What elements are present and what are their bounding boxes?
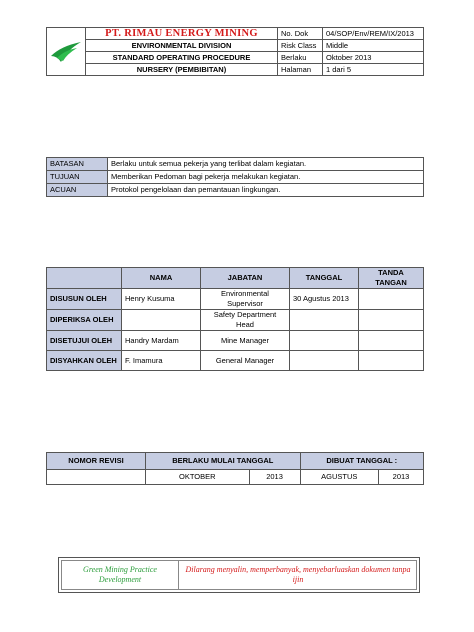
company-logo-cell: [47, 28, 86, 76]
berlaku-mulai-header: BERLAKU MULAI TANGGAL: [146, 453, 301, 470]
revision-table: [46, 452, 424, 485]
scope-table: [46, 157, 424, 197]
footer-inner-frame: [61, 560, 417, 590]
risk-class-label: Risk Class: [278, 40, 323, 52]
disetujui-nama: Handry Mardam: [122, 331, 201, 351]
disyahkan-jabatan: General Manager: [201, 351, 290, 371]
nomor-revisi-value: [47, 470, 146, 485]
table-row: [47, 470, 424, 485]
table-row: [47, 289, 424, 310]
diperiksa-jabatan: Safety Department Head: [201, 310, 290, 331]
disyahkan-label: DISYAHKAN OLEH: [47, 351, 122, 371]
company-name: PT. RIMAU ENERGY MINING: [86, 28, 278, 40]
table-row: [47, 310, 424, 331]
scope-row: [47, 184, 424, 197]
risk-class-value: Middle: [323, 40, 424, 52]
revision-header-row: [47, 453, 424, 470]
disusun-tanggal: 30 Agustus 2013: [290, 289, 359, 310]
acuan-text: Protokol pengelolaan dan pemantauan lingkungan.: [108, 184, 424, 197]
approval-header-blank: [47, 268, 122, 289]
disyahkan-tanggal: [290, 351, 359, 371]
nursery-title: NURSERY (PEMBIBITAN): [86, 64, 278, 76]
berlaku-year: 2013: [249, 470, 300, 485]
doc-number-label: No. Dok: [278, 28, 323, 40]
disetujui-jabatan: Mine Manager: [201, 331, 290, 351]
footer-copy-notice: Dilarang menyalin, memperbanyak, menyebarluaskan dokumen tanpa ijin: [185, 565, 411, 584]
document-footer: [58, 557, 420, 593]
doc-number-value: 04/SOP/Env/REM/IX/2013: [323, 28, 424, 40]
col-jabatan: JABATAN: [201, 268, 290, 289]
col-tanda-tangan: TANDA TANGAN: [359, 268, 424, 289]
diperiksa-tanggal: [290, 310, 359, 331]
col-tanggal: TANGGAL: [290, 268, 359, 289]
disetujui-tanda-tangan: [359, 331, 424, 351]
dibuat-year: 2013: [379, 470, 424, 485]
batasan-text: Berlaku untuk semua pekerja yang terlibat dalam kegiatan.: [108, 158, 424, 171]
disyahkan-nama: F. Imamura: [122, 351, 201, 371]
disyahkan-tanda-tangan: [359, 351, 424, 371]
disetujui-tanggal: [290, 331, 359, 351]
dibuat-tanggal-header: DIBUAT TANGGAL :: [300, 453, 423, 470]
disetujui-label: DISETUJUI OLEH: [47, 331, 122, 351]
scope-row: [47, 158, 424, 171]
disusun-nama: Henry Kusuma: [122, 289, 201, 310]
berlaku-label: Berlaku: [278, 52, 323, 64]
berlaku-month: OKTOBER: [146, 470, 250, 485]
disusun-label: DISUSUN OLEH: [47, 289, 122, 310]
footer-program-name: Green Mining Practice Development: [62, 561, 179, 589]
diperiksa-label: DIPERIKSA OLEH: [47, 310, 122, 331]
nomor-revisi-header: NOMOR REVISI: [47, 453, 146, 470]
document-header-table: [46, 27, 424, 76]
approval-header-row: [47, 268, 424, 289]
division-title: ENVIRONMENTAL DIVISION: [86, 40, 278, 52]
table-row: [47, 351, 424, 371]
batasan-label: BATASAN: [47, 158, 108, 171]
diperiksa-nama: [122, 310, 201, 331]
diperiksa-tanda-tangan: [359, 310, 424, 331]
approval-table: [46, 267, 424, 371]
tujuan-label: TUJUAN: [47, 171, 108, 184]
col-nama: NAMA: [122, 268, 201, 289]
dibuat-month: AGUSTUS: [300, 470, 378, 485]
scope-row: [47, 171, 424, 184]
halaman-label: Halaman: [278, 64, 323, 76]
halaman-value: 1 dari 5: [323, 64, 424, 76]
berlaku-value: Oktober 2013: [323, 52, 424, 64]
tujuan-text: Memberikan Pedoman bagi pekerja melakukan kegiatan.: [108, 171, 424, 184]
acuan-label: ACUAN: [47, 184, 108, 197]
disusun-jabatan: Environmental Supervisor: [201, 289, 290, 310]
table-row: [47, 331, 424, 351]
disusun-tanda-tangan: [359, 289, 424, 310]
sop-title: STANDARD OPERATING PROCEDURE: [86, 52, 278, 64]
company-logo-icon: [47, 28, 85, 72]
